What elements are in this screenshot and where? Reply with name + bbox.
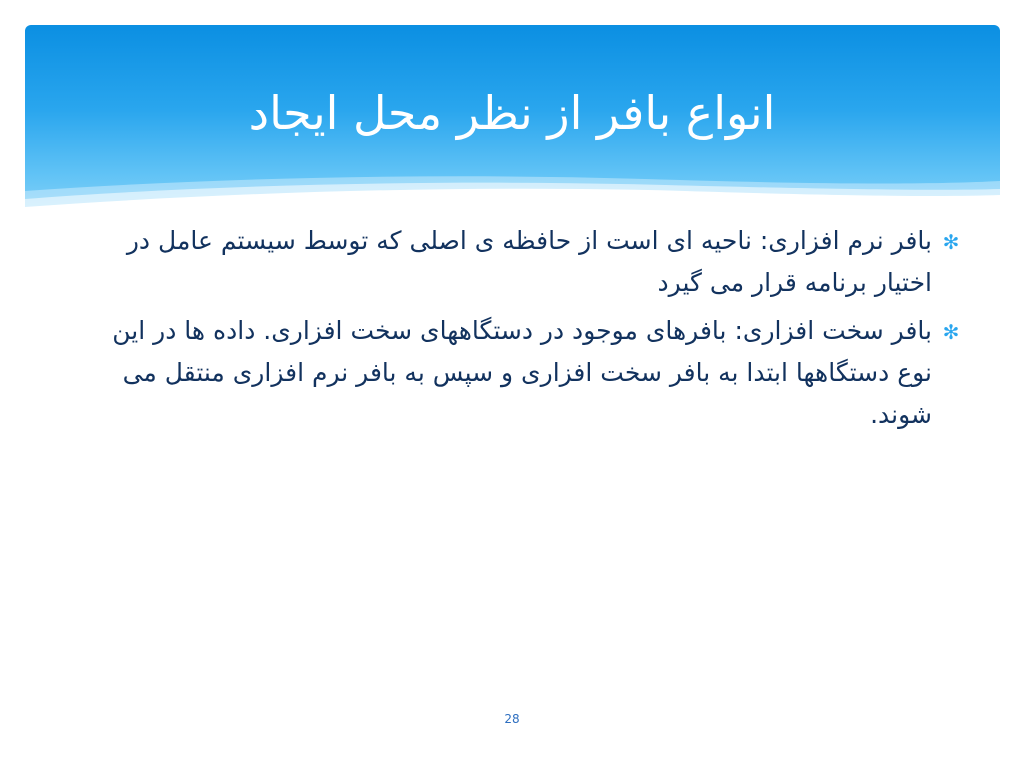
page-number: 28 <box>504 712 520 726</box>
asterisk-bullet-icon: ✻ <box>942 320 960 344</box>
bullet-list <box>90 220 970 442</box>
list-item <box>90 310 970 436</box>
bullet-text: بافر سخت افزاری: بافرهای موجود در دستگاههای سخت افزاری. داده ها در این نوع دستگاهها ابتدا به بافر سخت افزاری و سپس به بافر نرم افزاری منتقل می شوند. <box>112 316 932 429</box>
list-item <box>90 220 970 304</box>
wave-decoration <box>25 155 1000 215</box>
slide-title: انواع بافر از نظر محل ایجاد <box>248 86 776 140</box>
asterisk-bullet-icon: ✻ <box>942 230 960 254</box>
bullet-text: بافر نرم افزاری: ناحیه ای است از حافظه ی اصلی که توسط سیستم عامل در اختیار برنامه قرار می گیرد <box>126 226 932 297</box>
